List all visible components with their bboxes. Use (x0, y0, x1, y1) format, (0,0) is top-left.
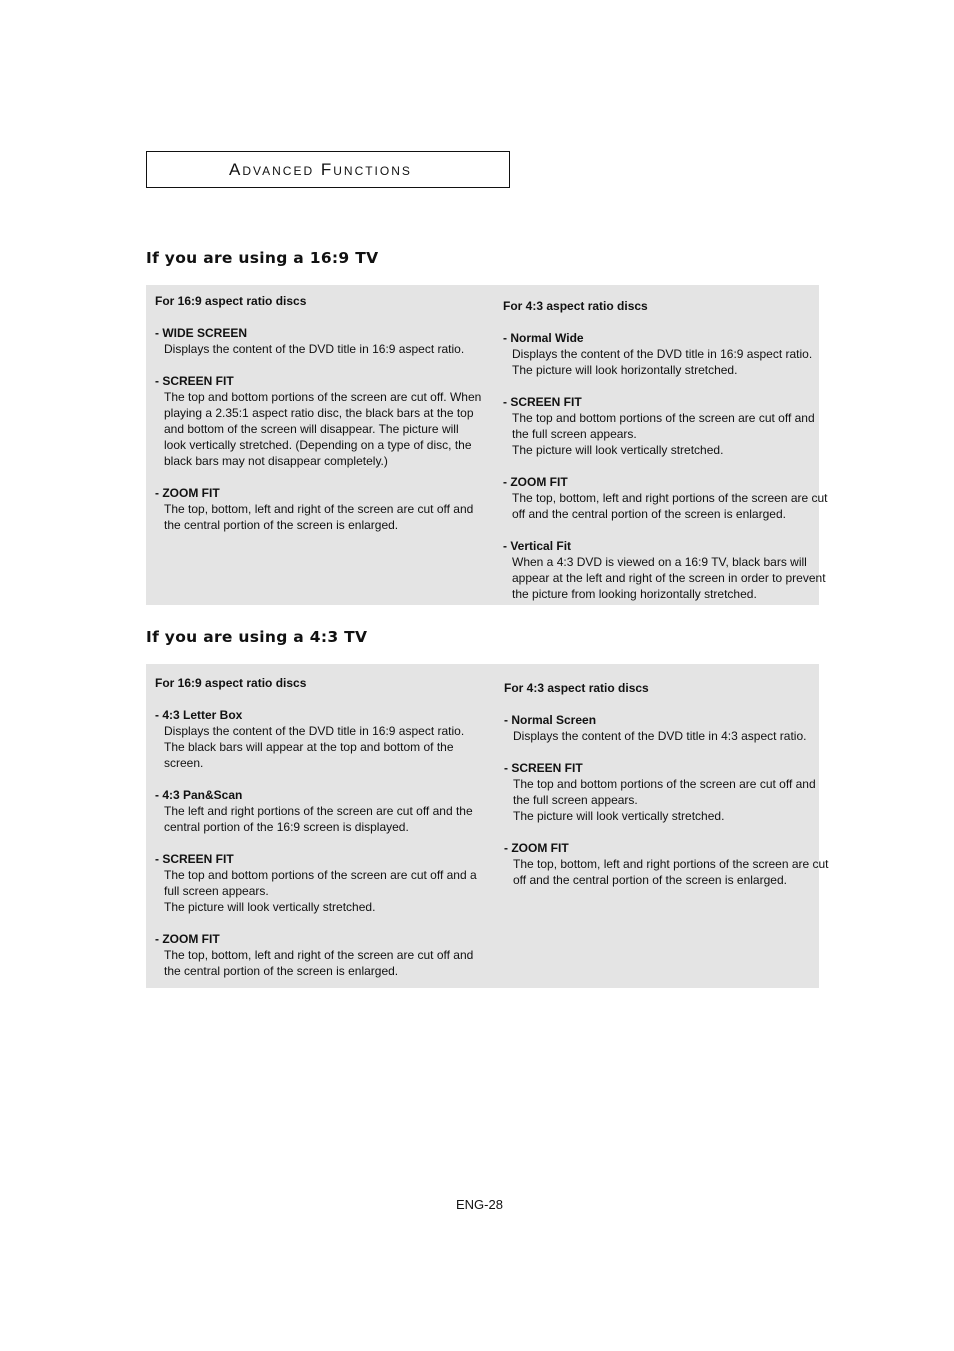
description-line: The top and bottom portions of the screen are cut off and (512, 411, 815, 425)
column-heading: For 16:9 aspect ratio discs (155, 676, 307, 690)
item-title: - Normal Wide (503, 331, 584, 345)
description-line: When a 4:3 DVD is viewed on a 16:9 TV, black bars will (512, 555, 807, 569)
description-line: the central portion of the screen is enlarged. (164, 964, 399, 978)
item-title: - WIDE SCREEN (155, 326, 248, 340)
item-description (503, 554, 828, 602)
info-panel-4-3-tv (146, 664, 829, 988)
list-item (155, 787, 477, 835)
item-description (504, 776, 829, 824)
item-description (155, 867, 477, 915)
description-line: The picture will look vertically stretched. (164, 900, 376, 914)
description-line: The picture will look vertically stretched. (512, 443, 724, 457)
item-description (155, 947, 477, 979)
description-line: The top and bottom portions of the screen are cut off. When (164, 390, 482, 404)
item-title: - ZOOM FIT (155, 486, 220, 500)
description-line: Displays the content of the DVD title in 16:9 aspect ratio. (164, 724, 465, 738)
description-line: The top, bottom, left and right of the screen are cut off and (164, 948, 474, 962)
item-description (155, 723, 477, 771)
description-line: The picture will look vertically stretched. (513, 809, 725, 823)
list-item (155, 707, 477, 771)
item-description (503, 410, 828, 458)
list-item (503, 474, 828, 522)
description-line: and bottom of the screen will disappear. The picture will (164, 422, 459, 436)
description-line: screen. (164, 756, 204, 770)
item-description (155, 389, 481, 469)
list-item (503, 394, 828, 458)
item-description (504, 728, 829, 744)
column-4-3-discs (504, 680, 829, 888)
item-title: - Normal Screen (504, 713, 597, 727)
section-heading-16-9-tv: If you are using a 16:9 TV (146, 249, 379, 267)
list-item (504, 840, 829, 888)
description-line: the full screen appears. (512, 427, 637, 441)
info-panel-16-9-tv (146, 285, 828, 605)
item-title: - ZOOM FIT (503, 475, 568, 489)
description-line: off and the central portion of the screen is enlarged. (512, 507, 786, 521)
description-line: The top, bottom, left and right portions of the screen are cut (512, 491, 828, 505)
list-item (503, 538, 828, 602)
description-line: The top and bottom portions of the screen are cut off and (513, 777, 816, 791)
description-line: the full screen appears. (513, 793, 638, 807)
description-line: The top and bottom portions of the screen are cut off and a (164, 868, 477, 882)
column-4-3-discs (503, 298, 828, 602)
section-heading-4-3-tv: If you are using a 4:3 TV (146, 628, 368, 646)
list-item (155, 485, 481, 533)
column-heading: For 4:3 aspect ratio discs (503, 299, 648, 313)
list-item (155, 851, 477, 915)
description-line: Displays the content of the DVD title in 16:9 aspect ratio. (164, 342, 465, 356)
description-line: the central portion of the screen is enlarged. (164, 518, 399, 532)
item-title: - SCREEN FIT (503, 395, 582, 409)
description-line: The black bars will appear at the top and bottom of the (164, 740, 454, 754)
description-line: appear at the left and right of the screen in order to prevent (512, 571, 826, 585)
list-item (155, 931, 477, 979)
item-title: - 4:3 Pan&Scan (155, 788, 243, 802)
column-16-9-discs (155, 293, 481, 533)
item-description (155, 803, 477, 835)
description-line: central portion of the 16:9 screen is displayed. (164, 820, 409, 834)
item-title: - ZOOM FIT (504, 841, 569, 855)
description-line: The picture will look horizontally stretched. (512, 363, 738, 377)
list-item (504, 760, 829, 824)
item-description (504, 856, 829, 888)
item-description (155, 501, 481, 533)
description-line: look vertically stretched. (Depending on a type of disc, the (164, 438, 472, 452)
column-heading: For 16:9 aspect ratio discs (155, 294, 307, 308)
column-16-9-discs (155, 675, 477, 979)
item-title: - Vertical Fit (503, 539, 572, 553)
description-line: off and the central portion of the screen is enlarged. (513, 873, 787, 887)
description-line: Displays the content of the DVD title in 4:3 aspect ratio. (513, 729, 807, 743)
item-description (503, 490, 828, 522)
list-item (503, 330, 828, 378)
description-line: black bars may not disappear completely.) (164, 454, 388, 468)
item-title: - 4:3 Letter Box (155, 708, 243, 722)
list-item (155, 325, 481, 357)
section-title-box (146, 151, 510, 188)
page-title: Advanced Functions (229, 160, 412, 179)
item-description (155, 341, 481, 357)
item-title: - SCREEN FIT (504, 761, 583, 775)
list-item (155, 373, 481, 469)
description-line: The top, bottom, left and right portions of the screen are cut (513, 857, 829, 871)
item-description (503, 346, 828, 378)
item-title: - ZOOM FIT (155, 932, 220, 946)
description-line: full screen appears. (164, 884, 269, 898)
description-line: the picture from looking horizontally stretched. (512, 587, 757, 601)
item-title: - SCREEN FIT (155, 852, 234, 866)
list-item (504, 712, 829, 744)
description-line: The left and right portions of the screen are cut off and the (164, 804, 473, 818)
page-number: ENG-28 (456, 1197, 503, 1212)
column-heading: For 4:3 aspect ratio discs (504, 681, 649, 695)
item-title: - SCREEN FIT (155, 374, 234, 388)
description-line: The top, bottom, left and right of the screen are cut off and (164, 502, 474, 516)
description-line: playing a 2.35:1 aspect ratio disc, the black bars at the top (164, 406, 474, 420)
description-line: Displays the content of the DVD title in 16:9 aspect ratio. (512, 347, 813, 361)
